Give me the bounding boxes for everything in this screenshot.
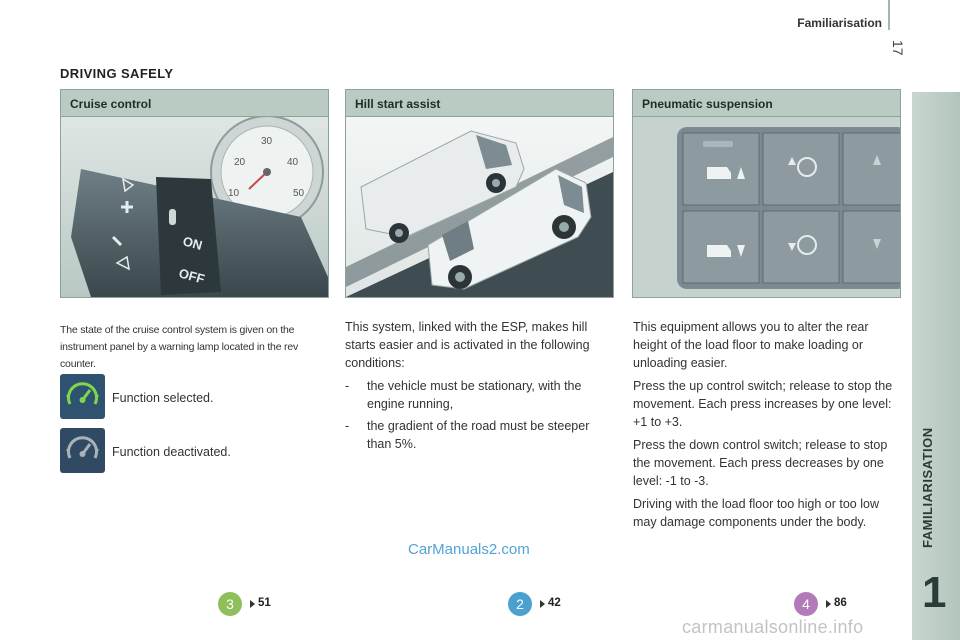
page-number: 17: [890, 40, 906, 56]
pneumatic-suspension-panel: [632, 89, 901, 298]
panel-title: Cruise control: [61, 90, 328, 117]
list-item: [345, 417, 615, 453]
paragraph: Driving with the load floor too high or too low may damage components under the body.: [633, 497, 879, 529]
cruise-deactivated-lamp: [60, 428, 105, 473]
chapter-tab: [912, 92, 960, 640]
chapter-reference[interactable]: [218, 592, 288, 616]
cruise-control-panel: [60, 89, 329, 298]
arrow-right-icon: [540, 600, 545, 608]
speedo-label: 30: [261, 136, 273, 147]
speedo-label: 10: [228, 188, 240, 199]
page-title: DRIVING SAFELY: [60, 66, 174, 81]
lamp-deactivated-label: Function deactivated.: [112, 445, 231, 459]
chapter-reference[interactable]: [794, 592, 864, 616]
reference-page: 86: [834, 597, 847, 609]
header-divider: [888, 0, 890, 30]
paragraph: Press the down control switch; release to stop the movement. Each press decreases by one level: -1 to -3.: [633, 438, 888, 488]
chapter-badge: 2: [508, 592, 532, 616]
footer-site-label[interactable]: carmanualsonline.info: [682, 617, 864, 637]
chapter-badge: 4: [794, 592, 818, 616]
hill-start-panel: [345, 89, 614, 298]
cruise-caption: The state of the cruise control system is given on the instrument panel by a warning lamp located in the rev counter.: [60, 324, 299, 370]
paragraph: This equipment allows you to alter the rear height of the load floor to make loading or unloading easier.: [633, 320, 869, 370]
hill-start-illustration: [346, 117, 613, 297]
paragraph: Press the up control switch; release to stop the movement. Each press increases by one level: +1 to +3.: [633, 379, 893, 429]
panel-title: Pneumatic suspension: [633, 90, 900, 117]
pneumatic-text: [633, 318, 903, 536]
stalk-on-label: ON: [181, 233, 204, 253]
running-header: Familiarisation: [797, 16, 882, 30]
speedo-label: 40: [287, 157, 299, 168]
speedo-label: 50: [293, 188, 305, 199]
stalk-off-label: OFF: [177, 265, 207, 287]
speedo-label: 20: [234, 157, 246, 168]
chapter-badge: 3: [218, 592, 242, 616]
arrow-right-icon: [826, 600, 831, 608]
hill-start-intro: This system, linked with the ESP, makes hill starts easier and is activated in the following conditions:: [345, 320, 590, 370]
pneumatic-switch-illustration: [633, 117, 900, 297]
speedometer-grey-icon: [60, 428, 105, 473]
speedometer-green-icon: [60, 374, 105, 419]
chapter-tab-label: FAMILIARISATION: [920, 427, 935, 548]
list-bullet: -: [345, 379, 350, 393]
chapter-number: 1: [922, 568, 947, 617]
list-bullet: -: [345, 419, 350, 433]
arrow-right-icon: [250, 600, 255, 608]
hill-start-text: [345, 318, 615, 457]
panel-title: Hill start assist: [346, 90, 613, 117]
site-watermark[interactable]: CarManuals2.com: [408, 541, 530, 558]
cruise-selected-lamp: [60, 374, 105, 419]
reference-page: 51: [258, 597, 271, 609]
reference-page: 42: [548, 597, 561, 609]
chapter-reference[interactable]: [508, 592, 578, 616]
list-item-text: the vehicle must be stationary, with the engine running,: [367, 379, 582, 411]
lamp-selected-label: Function selected.: [112, 391, 214, 405]
list-item: [345, 377, 615, 413]
cruise-control-illustration: [61, 117, 328, 297]
list-item-text: the gradient of the road must be steeper than 5%.: [367, 419, 590, 451]
